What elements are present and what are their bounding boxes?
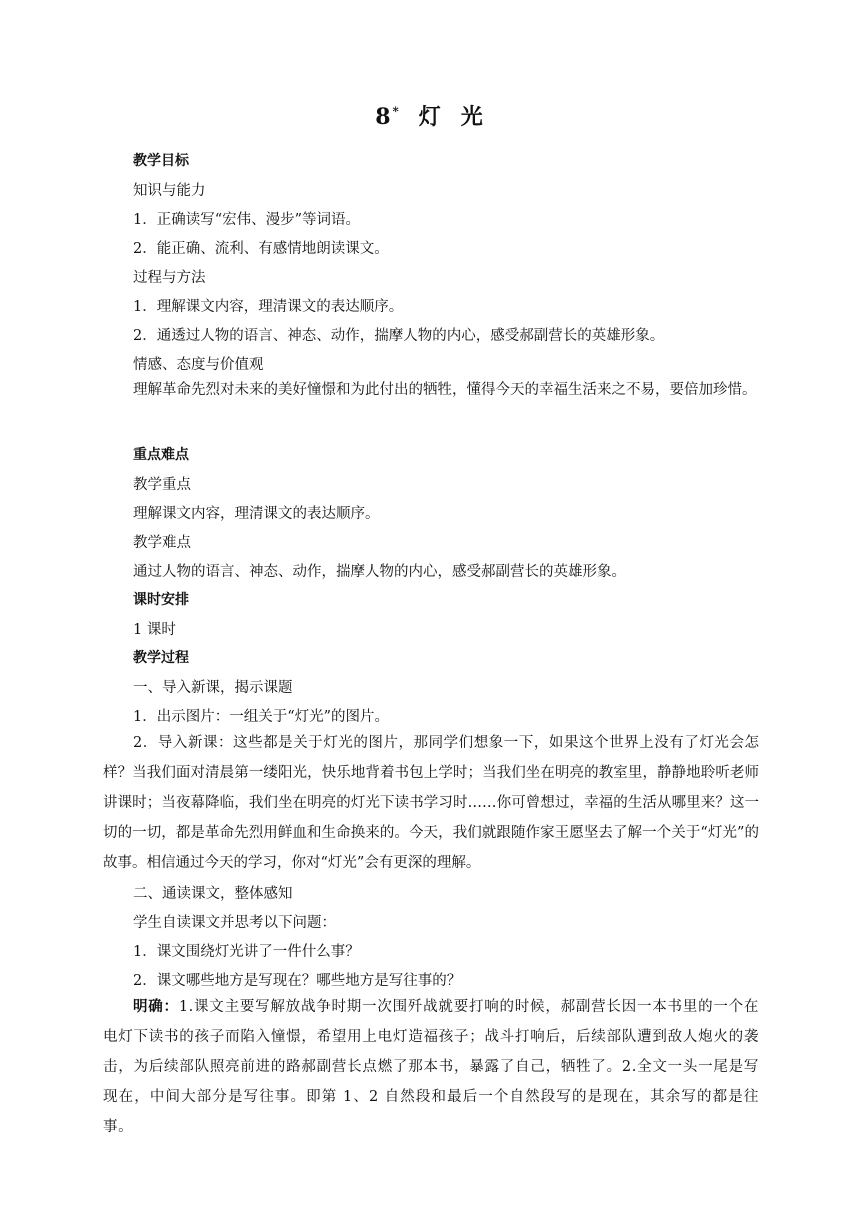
schedule-text: 1 课时 (133, 622, 176, 638)
lesson-title (0, 100, 860, 131)
step-2-intro: 学生自读课文并思考以下问题： (133, 915, 336, 931)
step-2-question-1: 1．课文围绕灯光讲了一件什么事？ (133, 944, 360, 960)
process-item-2: 2．通透过人物的语言、神态、动作，揣摩人物的内心，感受郝副营长的英雄形象。 (133, 328, 665, 344)
focus-text: 理解课文内容，理清课文的表达顺序。 (133, 506, 380, 522)
subheading-focus: 教学重点 (133, 477, 191, 493)
lesson-title-char-2: 光 (460, 104, 485, 130)
process-item-1: 1．理解课文内容，理清课文的表达顺序。 (133, 299, 404, 315)
section-heading-schedule: 课时安排 (133, 592, 189, 608)
step-2-question-2: 2．课文哪些地方是写现在？哪些地方是写往事的？ (133, 973, 462, 989)
step-1-item-1: 1．出示图片：一组关于“灯光”的图片。 (133, 709, 390, 725)
subheading-difficulty: 教学难点 (133, 535, 191, 551)
subheading-knowledge: 知识与能力 (133, 183, 206, 199)
subheading-emotion: 情感、态度与价值观 (133, 357, 264, 373)
answer-text: 1.课文主要写解放战争时期一次围歼战就要打响的时候，郝副营长因一本书里的一个在电灯下读书的孩子而陷入憧憬，希望用上电灯造福孩子；战斗打响后，后续部队遭到敌人炮火的袭击，为后续部队照亮前进的路郝副营长点燃了那本书，暴露了自己，牺牲了。2.全文一头一尾是写现在，中间大部分是写往事。即第 1、2 自然段和最后一个自然段写的是现在，其余写的都是往事。 (103, 999, 759, 1135)
knowledge-item-2: 2．能正确、流利、有感情地朗读课文。 (133, 241, 389, 257)
step-1-item-2-paragraph: 2．导入新课：这些都是关于灯光的图片，那同学们想象一下，如果这个世界上没有了灯光会怎样？当我们面对清晨第一缕阳光，快乐地背着书包上学时；当我们坐在明亮的教室里，静静地聆听老师讲课时；当夜幕降临，我们坐在明亮的灯光下读书学习时……你可曾想过，幸福的生活从哪里来？这一切的一切，都是革命先烈用鲜血和生命换来的。今天，我们就跟随作家王愿坚去了解一个关于“灯光”的故事。相信通过今天的学习，你对“灯光”会有更深的理解。 (103, 735, 759, 871)
emotion-paragraph: 理解革命先烈对未来的美好憧憬和为此付出的牺牲，懂得今天的幸福生活来之不易，要倍加珍惜。 (133, 382, 757, 398)
section-heading-process: 教学过程 (133, 650, 189, 666)
lesson-title-char-1: 灯 (418, 104, 443, 130)
knowledge-item-1: 1．正确读写“宏伟、漫步”等词语。 (133, 212, 361, 228)
subheading-process-method: 过程与方法 (133, 270, 206, 286)
section-heading-key-points: 重点难点 (133, 447, 189, 463)
optional-lesson-mark: * (392, 104, 401, 119)
lesson-number: 8 (375, 104, 393, 130)
answer-label: 明确： (133, 999, 179, 1015)
section-heading-goals: 教学目标 (133, 153, 189, 169)
step-1-heading: 一、导入新课，揭示课题 (133, 680, 293, 696)
step-2-heading: 二、通读课文，整体感知 (133, 886, 293, 902)
difficulty-text: 通过人物的语言、神态、动作，揣摩人物的内心，感受郝副营长的英雄形象。 (133, 564, 626, 580)
answer-paragraph (103, 992, 759, 1142)
